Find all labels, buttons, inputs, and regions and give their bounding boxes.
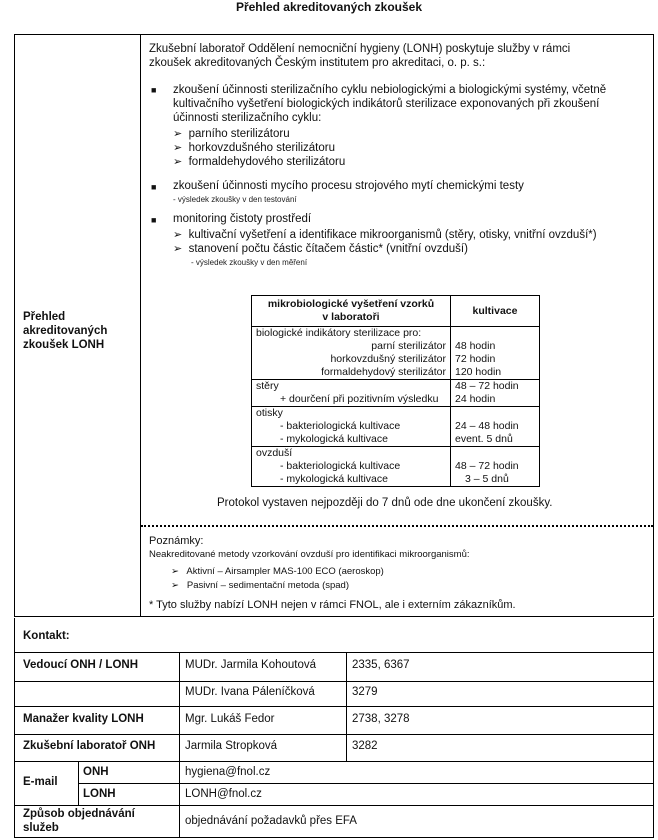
- row-divider: [15, 761, 653, 762]
- arrow-bullet-icon: ➢: [171, 566, 179, 577]
- list-item-text: Aktivní – Airsampler MAS-100 ECO (aeroskop): [186, 566, 384, 577]
- section1-items: [173, 127, 345, 169]
- row-label: formaldehydový sterilizátor: [321, 366, 446, 378]
- accredited-tests-box: [14, 34, 654, 617]
- left-label-line: akreditovaných: [23, 325, 108, 337]
- table-cell: [252, 447, 451, 487]
- page-title: Přehled akreditovaných zkoušek: [235, 0, 423, 14]
- header-line: mikrobiologické vyšetření vzorků: [267, 298, 435, 310]
- list-item-text: formaldehydového sterilizátoru: [188, 156, 346, 168]
- row-divider: [15, 652, 653, 653]
- protocol-text: Protokol vystaven nejpozději do 7 dnů ode dne ukončení zkoušky.: [217, 497, 553, 509]
- contact-label: Zkušební laboratoř ONH: [23, 740, 156, 752]
- row-value: 72 hodin: [455, 353, 496, 365]
- row-divider: [78, 783, 653, 784]
- row-divider: [15, 681, 653, 682]
- section1-text: [173, 83, 606, 125]
- row-divider: [15, 734, 653, 735]
- row-divider: [15, 706, 653, 707]
- section1-line: kultivačního vyšetření biologických indikátorů sterilizace exponovaných při zkoušení: [173, 98, 600, 110]
- column-divider: [78, 761, 79, 805]
- left-label-line: zkoušek LONH: [23, 339, 105, 351]
- column-divider: [179, 652, 180, 838]
- list-item: [173, 228, 597, 242]
- contact-phone: 3282: [352, 740, 378, 752]
- row-label: - mykologická kultivace: [280, 473, 388, 485]
- arrow-bullet-icon: ➢: [171, 580, 179, 591]
- table-cell: [451, 407, 540, 447]
- list-item: [173, 155, 345, 169]
- table-row: [252, 380, 540, 407]
- header-line: v laboratoři: [322, 311, 380, 323]
- list-item-text: Pasivní – sedimentační metoda (spad): [186, 580, 350, 591]
- row-value: 48 – 72 hodin: [455, 380, 519, 392]
- contact-phone: 2335, 6367: [352, 659, 410, 671]
- row-label: + dourčení při pozitivním výsledku: [280, 393, 439, 405]
- order-label-line: služeb: [23, 822, 59, 834]
- contact-name: MUDr. Ivana Páleníčková: [185, 686, 315, 698]
- list-item-text: kultivační vyšetření a identifikace mikroorganismů (stěry, otisky, vnitřní ovzduší*): [188, 229, 597, 241]
- row-value: 48 – 72 hodin: [455, 460, 519, 472]
- left-column: [15, 35, 141, 616]
- contact-heading: Kontakt:: [23, 630, 70, 642]
- list-item: [171, 565, 384, 579]
- table-cell: [451, 327, 540, 380]
- square-bullet-icon: ■: [151, 85, 157, 95]
- email-row-label: LONH: [83, 788, 116, 800]
- main-content: [141, 35, 653, 525]
- list-item-text: stanovení počtu částic čítačem částic* (vnitřní ovzduší): [188, 243, 468, 255]
- list-item: [173, 141, 345, 155]
- section3-text: monitoring čistoty prostředí: [173, 213, 312, 225]
- table-cell: [252, 380, 451, 407]
- contact-label: Manažer kvality LONH: [23, 713, 144, 725]
- square-bullet-icon: ■: [151, 182, 157, 192]
- row-label: - bakteriologická kultivace: [280, 460, 401, 472]
- table-cell: [451, 447, 540, 487]
- row-label: - mykologická kultivace: [280, 433, 388, 445]
- row-value: 48 hodin: [455, 340, 496, 352]
- contact-name: Mgr. Lukáš Fedor: [185, 713, 275, 725]
- table-cell: [252, 327, 451, 380]
- list-item-text: parního sterilizátoru: [188, 128, 290, 140]
- row-value: 24 – 48 hodin: [455, 420, 519, 432]
- table-cell: [451, 380, 540, 407]
- row-value: 3 – 5 dnů: [465, 473, 509, 485]
- row-label: parní sterilizátor: [371, 340, 446, 352]
- order-label-line: Způsob objednávání: [23, 808, 135, 820]
- row-value: 24 hodin: [455, 393, 496, 405]
- email-link[interactable]: LONH@fnol.cz: [185, 788, 262, 800]
- list-item: [173, 242, 597, 256]
- section2-note: - výsledek zkoušky v den testování: [173, 195, 297, 204]
- section1-line: účinnosti sterilizačního cyklu:: [173, 112, 322, 124]
- left-label-line: Přehled: [23, 311, 66, 323]
- table-header-row: [252, 296, 540, 327]
- footnote: * Tyto služby nabízí LONH nejen v rámci FNOL, ale i externím zákazníkům.: [149, 599, 516, 611]
- email-row-label: ONH: [83, 766, 109, 778]
- notes-title: Poznámky:: [149, 535, 204, 547]
- left-label: [23, 310, 133, 352]
- contact-phone: 2738, 3278: [352, 713, 410, 725]
- square-bullet-icon: ■: [151, 215, 157, 225]
- order-label: [23, 807, 135, 835]
- group-title: ovzduší: [256, 447, 293, 459]
- column-divider: [346, 652, 347, 761]
- group-title: biologické indikátory sterilizace pro:: [256, 327, 422, 339]
- dotted-divider: [141, 525, 653, 527]
- arrow-bullet-icon: ➢: [173, 243, 183, 255]
- contact-table: [14, 618, 654, 838]
- contact-phone: 3279: [352, 686, 378, 698]
- row-value: 120 hodin: [455, 366, 502, 378]
- table-row: [252, 327, 540, 380]
- section1-line: zkoušení účinnosti sterilizačního cyklu nebiologickými a biologickými systémy, včetně: [173, 84, 607, 96]
- list-item: [171, 579, 384, 593]
- arrow-bullet-icon: ➢: [173, 229, 183, 241]
- intro-line: zkoušek akreditovaných Českým institutem pro akreditaci, o. p. s.:: [149, 57, 486, 69]
- intro-line: Zkušební laboratoř Oddělení nemocniční hygieny (LONH) poskytuje služby v rámci: [149, 43, 571, 55]
- arrow-bullet-icon: ➢: [173, 128, 183, 140]
- group-title: otisky: [256, 407, 283, 419]
- notes-items: [171, 565, 384, 593]
- cultivation-table: [251, 295, 540, 487]
- table-header: kultivace: [451, 296, 540, 327]
- order-value: objednávání požadavků přes EFA: [185, 815, 357, 827]
- email-link[interactable]: hygiena@fnol.cz: [185, 766, 271, 778]
- notes-section: [141, 529, 653, 617]
- table-header: [252, 296, 451, 327]
- list-item-text: horkovzdušného sterilizátoru: [188, 142, 335, 154]
- row-divider: [15, 805, 653, 806]
- contact-label: Vedoucí ONH / LONH: [23, 659, 139, 671]
- email-label: E-mail: [23, 776, 58, 788]
- row-label: horkovzdušný sterilizátor: [330, 353, 446, 365]
- intro-text: [149, 42, 570, 70]
- list-item: [173, 127, 345, 141]
- section3-items: [173, 228, 597, 256]
- contact-name: Jarmila Stropková: [185, 740, 278, 752]
- section3-note: - výsledek zkoušky v den měření: [191, 258, 308, 267]
- notes-line: Neakreditované metody vzorkování ovzduší pro identifikaci mikroorganismů:: [149, 549, 470, 560]
- row-value: event. 5 dnů: [455, 433, 513, 445]
- table-row: [252, 447, 540, 487]
- arrow-bullet-icon: ➢: [173, 142, 183, 154]
- contact-name: MUDr. Jarmila Kohoutová: [185, 659, 317, 671]
- section2-text: zkoušení účinnosti mycího procesu strojového mytí chemickými testy: [173, 180, 524, 192]
- group-title: stěry: [256, 380, 279, 392]
- row-label: - bakteriologická kultivace: [280, 420, 401, 432]
- table-cell: [252, 407, 451, 447]
- table-row: [252, 407, 540, 447]
- arrow-bullet-icon: ➢: [173, 156, 183, 168]
